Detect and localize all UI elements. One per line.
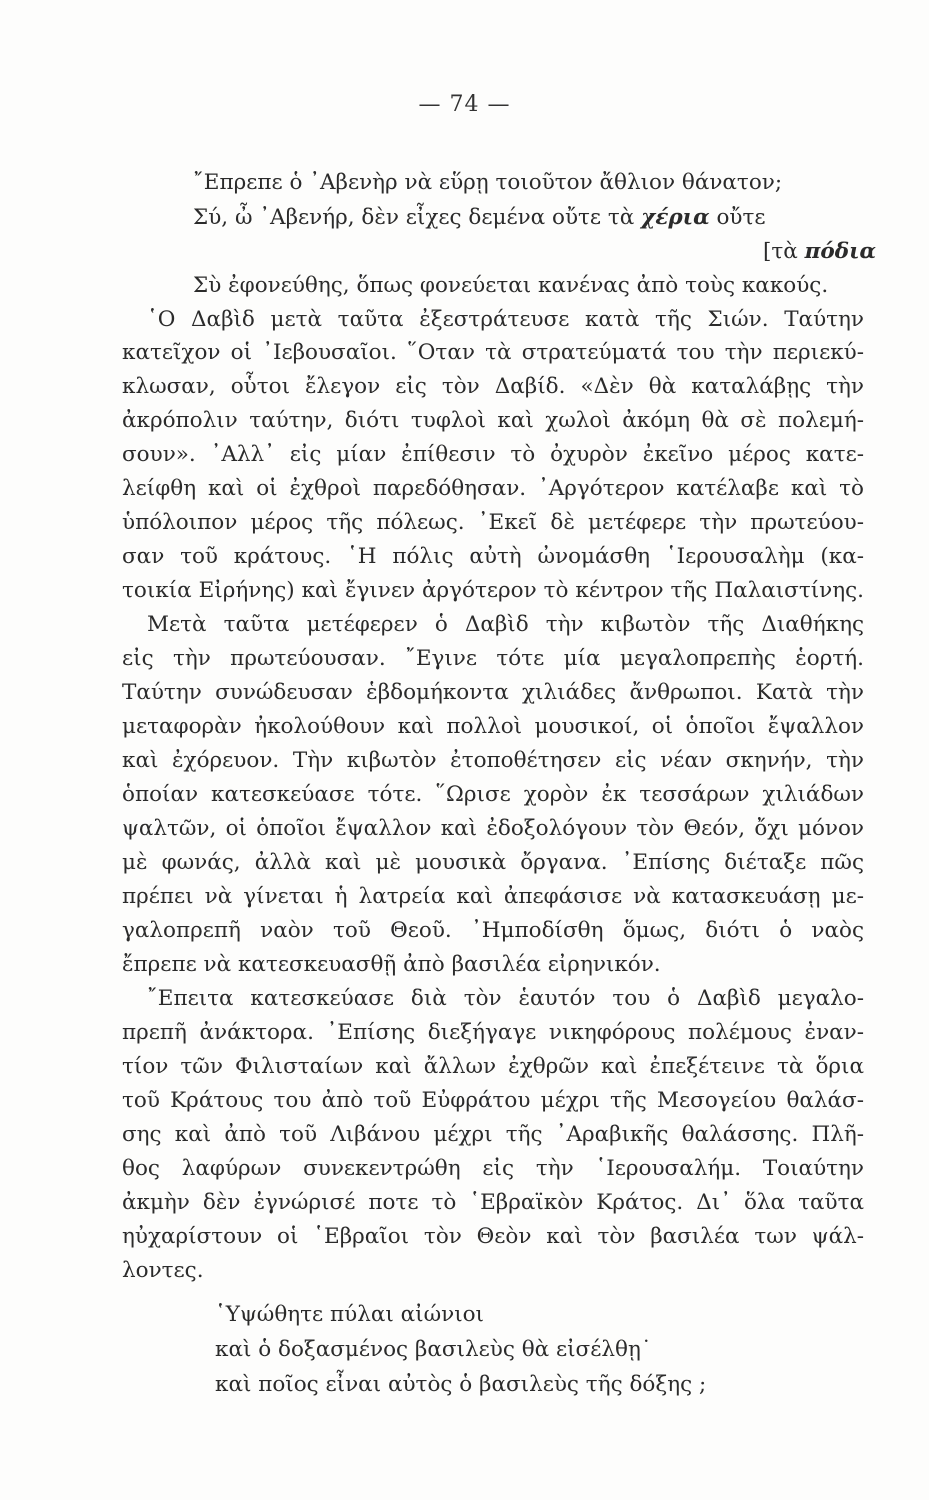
text-line: ηὐχαρίστουν οἱ ῾Εβραῖοι τὸν Θεὸν καὶ τὸν βασιλέα των ψάλ-: [122, 1224, 864, 1249]
text-line: γαλοπρεπῆ ναὸν τοῦ Θεοῦ. ᾿Ημποδίσθη ὅμως, διότι ὁ ναὸς: [122, 918, 864, 943]
text-line: σαν τοῦ κράτους. ῾Η πόλις αὐτὴ ὠνομάσθη ῾Ιερουσαλὴμ (κα-: [122, 544, 864, 569]
text-line: καὶ ποῖος εἶναι αὐτὸς ὁ βασιλεὺς τῆς δόξης ;: [215, 1372, 707, 1397]
emphasis-word: χέρια: [641, 205, 710, 230]
text-line: ῾Υψώθητε πύλαι αἰώνιοι: [215, 1302, 484, 1327]
text-line: ῎Επειτα κατεσκεύασε διὰ τὸν ἑαυτόν του ὁ Δαβὶδ μεγαλο-: [147, 986, 864, 1011]
text-line: ἀκμὴν δὲν ἐγνώρισέ ποτε τὸ ῾Εβραϊκὸν Κράτος. Δι᾿ ὅλα ταῦτα: [122, 1190, 864, 1215]
text-line: Σὺ ἐφονεύθης, ὅπως φονεύεται κανένας ἀπὸ τοὺς κακούς.: [193, 273, 829, 298]
text-fragment: οὔτε: [716, 205, 766, 230]
text-line: τοικία Εἰρήνης) καὶ ἔγινεν ἀργότερον τὸ κέντρον τῆς Παλαιστίνης.: [122, 578, 864, 603]
emphasis-word: πόδια: [804, 239, 877, 264]
text-line: [763, 241, 876, 263]
text-fragment: [τὰ: [763, 239, 798, 264]
text-line: ῾Ο Δαβὶδ μετὰ ταῦτα ἐξεστράτευσε κατὰ τῆς Σιών. Ταύτην: [147, 307, 864, 332]
text-line: πρέπει νὰ γίνεται ἡ λατρεία καὶ ἀπεφάσισε νὰ κατασκευάσῃ με-: [122, 884, 864, 909]
text-line: Μετὰ ταῦτα μετέφερεν ὁ Δαβὶδ τὴν κιβωτὸν τῆς Διαθήκης: [147, 612, 864, 637]
text-fragment: Σύ, ὦ ᾿Αβενήρ, δὲν εἶχες δεμένα οὔτε τὰ: [193, 205, 635, 230]
text-line: καὶ ὁ δοξασμένος βασιλεὺς θὰ εἰσέλθῃ˙: [215, 1337, 652, 1362]
text-line: σης καὶ ἀπὸ τοῦ Λιβάνου μέχρι τῆς ᾿Αραβικῆς θαλάσσης. Πλῆ-: [122, 1122, 864, 1147]
text-line: [193, 207, 766, 229]
text-line: μὲ φωνάς, ἀλλὰ καὶ μὲ μουσικὰ ὄργανα. ᾿Επίσης διέταξε πῶς: [122, 850, 864, 875]
text-line: ἔπρεπε νὰ κατεσκευασθῇ ἀπὸ βασιλέα εἰρηνικόν.: [122, 952, 661, 977]
text-line: κατεῖχον οἱ ᾿Ιεβουσαῖοι. ῞Οταν τὰ στρατεύματά του τὴν περιεκύ-: [122, 340, 864, 365]
text-line: ἀκρόπολιν ταύτην, διότι τυφλοὶ καὶ χωλοὶ ἀκόμη θὰ σὲ πολεμή-: [122, 408, 864, 433]
text-line: πρεπῆ ἀνάκτορα. ᾿Επίσης διεξήγαγε νικηφόρους πολέμους ἐναν-: [122, 1020, 864, 1045]
text-line: λείφθη καὶ οἱ ἐχθροὶ παρεδόθησαν. ᾿Αργότερον κατέλαβε καὶ τὸ: [122, 476, 864, 501]
text-line: καὶ ἐχόρευον. Τὴν κιβωτὸν ἐτοποθέτησεν εἰς νέαν σκηνήν, τὴν: [122, 748, 864, 773]
text-line: σουν». ᾿Αλλ᾿ εἰς μίαν ἐπίθεσιν τὸ ὀχυρὸν ἐκεῖνο μέρος κατε-: [122, 442, 864, 467]
text-line: εἰς τὴν πρωτεύουσαν. ῎Εγινε τότε μία μεγαλοπρεπὴς ἑορτή.: [122, 646, 864, 671]
page-number: — 74 —: [418, 92, 511, 117]
text-line: τίον τῶν Φιλισταίων καὶ ἄλλων ἐχθρῶν καὶ ἐπεξέτεινε τὰ ὅρια: [122, 1054, 864, 1079]
text-line: μεταφορὰν ἠκολούθουν καὶ πολλοὶ μουσικοί, οἱ ὁποῖοι ἔψαλλον: [122, 714, 864, 739]
text-line: ὁποίαν κατεσκεύασε τότε. ῞Ωρισε χορὸν ἐκ τεσσάρων χιλιάδων: [122, 782, 864, 807]
text-line: ὑπόλοιπον μέρος τῆς πόλεως. ᾿Εκεῖ δὲ μετέφερε τὴν πρωτεύου-: [122, 510, 864, 535]
text-line: τοῦ Κράτους του ἀπὸ τοῦ Εὐφράτου μέχρι τῆς Μεσογείου θαλάσ-: [122, 1088, 864, 1113]
text-line: ῎Επρεπε ὁ ᾿Αβενὴρ νὰ εὕρῃ τοιοῦτον ἄθλιον θάνατον;: [193, 170, 783, 195]
text-line: θος λαφύρων συνεκεντρώθη εἰς τὴν ῾Ιερουσαλήμ. Τοιαύτην: [122, 1156, 864, 1181]
text-line: κλωσαν, οὗτοι ἔλεγον εἰς τὸν Δαβίδ. «Δὲν θὰ καταλάβῃς τὴν: [122, 374, 864, 399]
text-line: Ταύτην συνώδευσαν ἑβδομήκοντα χιλιάδες ἄνθρωποι. Κατὰ τὴν: [122, 680, 864, 705]
text-line: λοντες.: [122, 1258, 204, 1283]
text-line: ψαλτῶν, οἱ ὁποῖοι ἔψαλλον καὶ ἐδοξολόγουν τὸν Θεόν, ὄχι μόνον: [122, 816, 864, 841]
